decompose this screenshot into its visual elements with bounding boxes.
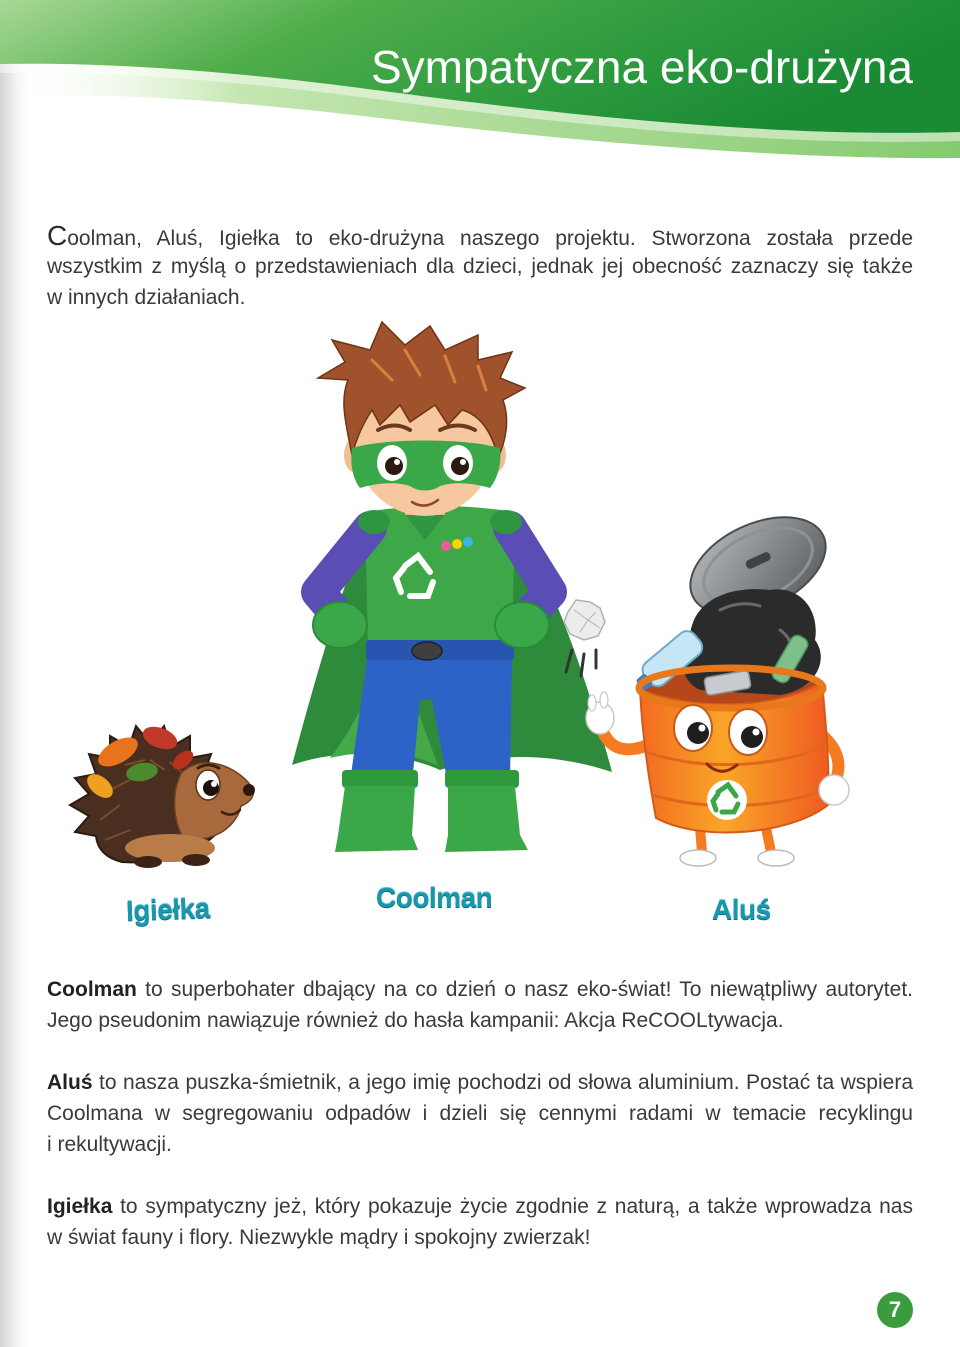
- can-leg-right: [766, 828, 771, 852]
- coolman-description: [47, 974, 913, 1036]
- alus-trash-can: [564, 498, 849, 866]
- coolman-boot-right: [445, 786, 528, 852]
- can-shoe-left: [680, 850, 716, 866]
- coolman-eye-glint-right: [460, 459, 466, 465]
- coolman-belt-buckle: [412, 642, 442, 660]
- description-lead: Coolman: [47, 978, 137, 1001]
- eco-team-illustration: [0, 320, 960, 880]
- can-arm-left: [603, 732, 648, 749]
- paper-ball: [564, 600, 605, 640]
- can-shoe-right: [758, 850, 794, 866]
- page-title: Sympatyczna eko-drużyna: [370, 41, 913, 93]
- description-text: to superbohater dbający na co dzień o nasz eko-świat! To niewątpliwy autorytet.: [145, 978, 913, 1001]
- coolman-superhero: [292, 322, 612, 852]
- description-line: i rekultywacji.: [47, 1133, 172, 1156]
- intro-line: wszystkim z myślą o przedstawieniach dla dzieci, jednak jej obecność zaznaczy się także: [47, 255, 913, 278]
- can-pupil-left: [687, 722, 709, 744]
- coolman-pupil-right: [451, 457, 469, 475]
- page-number-badge: 7: [877, 1292, 913, 1328]
- intro-line: w innych działaniach.: [47, 286, 246, 309]
- description-lead: Aluś: [47, 1071, 93, 1094]
- description-line: w świat fauny i flory. Niezwykle mądry i spokojny zwierzak!: [47, 1226, 591, 1249]
- igielka-description: [47, 1191, 913, 1253]
- alus-description: [47, 1067, 913, 1160]
- character-label-coolman: Coolman: [376, 882, 493, 913]
- coolman-badge-dot-yellow: [452, 539, 462, 549]
- coolman-boot-left: [335, 786, 418, 852]
- coolman-boot-cuff-right: [445, 770, 519, 788]
- can-glove-left-finger: [600, 692, 608, 708]
- can-glove-right: [819, 775, 849, 805]
- coolman-badge-dot-pink: [441, 541, 451, 551]
- igielka-hedgehog: [70, 722, 255, 868]
- intro-paragraph: [47, 220, 913, 313]
- can-eye-glint-left: [699, 725, 706, 732]
- description-line: [47, 974, 913, 1005]
- description-text: to sympatyczny jeż, który pokazuje życie zgodnie z naturą, a także wprowadza nas: [120, 1195, 913, 1218]
- coolman-mask: [351, 441, 500, 491]
- description-text: to nasza puszka-śmietnik, a jego imię pochodzi od słowa aluminium. Postać ta wspiera: [98, 1071, 913, 1094]
- can-eye-glint-right: [753, 729, 760, 736]
- coolman-badge-dot-blue: [463, 537, 473, 547]
- can-glove-left-finger: [588, 695, 596, 711]
- description-lead: Igiełka: [47, 1195, 113, 1218]
- can-pupil-right: [741, 726, 763, 748]
- coolman-glove-left: [313, 602, 367, 648]
- description-line: Coolmana w segregowaniu odpadów i dzieli się cennymi radami w temacie recyklingu: [47, 1102, 913, 1125]
- character-label-igielka: Igiełka: [125, 892, 211, 927]
- coolman-glove-right: [495, 602, 549, 648]
- coolman-boot-cuff-left: [342, 770, 418, 788]
- intro-line: Coolman, Aluś, Igiełka to eko-drużyna naszego projektu. Stworzona została przede: [47, 220, 913, 251]
- description-line: [47, 1191, 913, 1222]
- hedgehog-eye-glint: [211, 781, 217, 787]
- coolman-shoulder-left: [358, 510, 390, 534]
- hedgehog-nose: [243, 784, 255, 796]
- hedgehog-foot: [134, 856, 162, 868]
- coolman-shoulder-right: [490, 510, 522, 534]
- coolman-eye-glint-left: [394, 459, 400, 465]
- description-line: [47, 1067, 913, 1098]
- coolman-pupil-left: [385, 457, 403, 475]
- hedgehog-eye-pupil: [203, 780, 219, 796]
- description-line: Jego pseudonim nawiązuje również do hasła kampanii: Akcja ReCOOLtywacja.: [47, 1009, 784, 1032]
- hedgehog-foot: [182, 854, 210, 866]
- character-label-alus: Aluś: [712, 894, 771, 925]
